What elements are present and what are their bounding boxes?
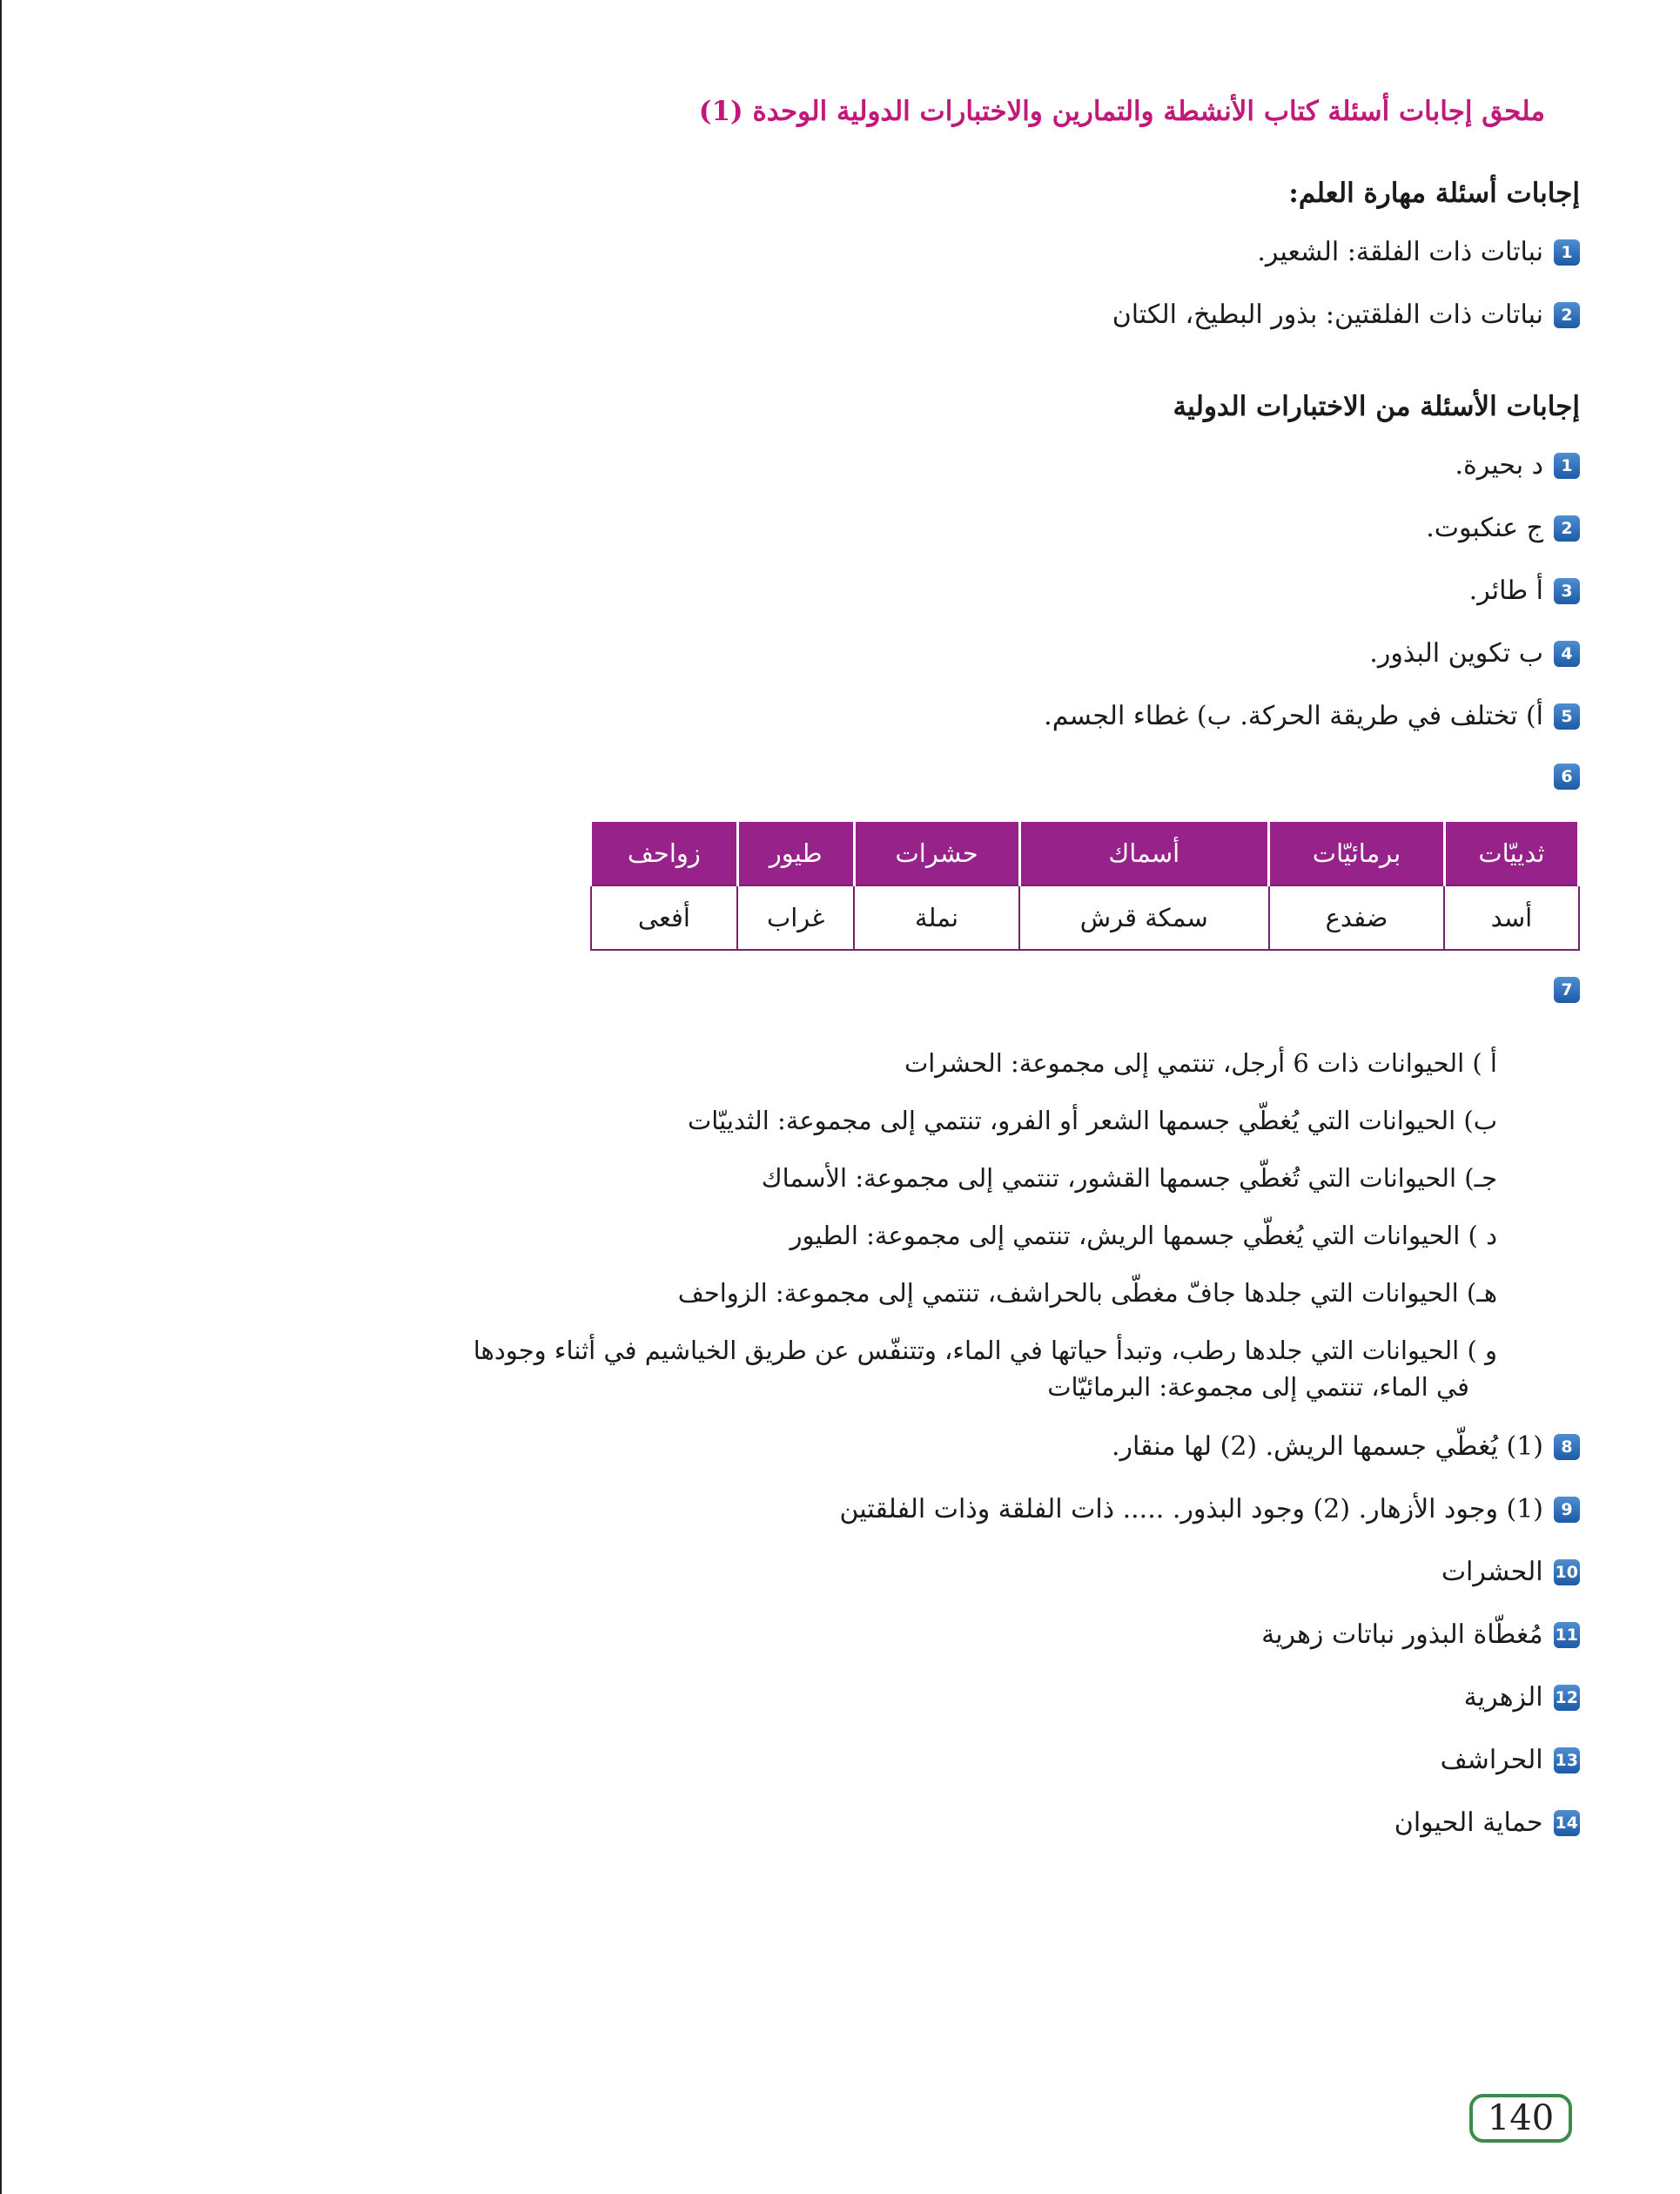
answer-item (361, 638, 1580, 669)
answer-appendix (361, 96, 1580, 1870)
table-header-row (591, 822, 1579, 885)
table-header-cell: زواحف (591, 822, 738, 885)
answer-text: نباتات ذات الفلقتين: بذور البطيخ، الكتان (1112, 299, 1543, 330)
answer-item (361, 299, 1580, 330)
answer-item (361, 1619, 1580, 1650)
question-number-badge: 11 (1554, 1622, 1580, 1648)
answer-item (361, 450, 1580, 481)
question-number-badge: 14 (1554, 1810, 1580, 1836)
section-heading-international-tests: إجابات الأسئلة من الاختبارات الدولية (1173, 391, 1580, 422)
sub-answer-text: هـ) الحيوانات التي جلدها جافّ مغطّى بالحراشف، تنتمي إلى مجموعة: الزواحف (677, 1278, 1497, 1309)
table-header-cell: برمائيّات (1269, 822, 1445, 885)
page-title: ملحق إجابات أسئلة كتاب الأنشطة والتمارين والاختبارات الدولية الوحدة (1) (698, 96, 1545, 127)
answer-text: ب تكوين البذور. (1369, 638, 1543, 669)
table-cell: سمكة قرش (1019, 885, 1269, 950)
answer-item (361, 1807, 1580, 1838)
answer-item (361, 1745, 1580, 1775)
answer-text: (1) وجود الأزهار. (2) وجود البذور. ..... ذات الفلقة وذات الفلقتين (839, 1494, 1543, 1525)
question-number-badge: 5 (1554, 703, 1580, 730)
sub-answer (361, 1160, 1497, 1196)
table-cell: غراب (737, 885, 854, 950)
answer-item (361, 237, 1580, 267)
animal-classification-table (589, 822, 1580, 951)
table-cell: أفعى (591, 885, 738, 950)
question-number-badge: 2 (1554, 302, 1580, 328)
answer-text: نباتات ذات الفلقة: الشعير. (1257, 237, 1543, 267)
table-header-cell: ثدييّات (1444, 822, 1578, 885)
answer-text: حماية الحيوان (1394, 1807, 1543, 1839)
answer-item (361, 1431, 1580, 1462)
question-number-badge: 4 (1554, 641, 1580, 667)
answer-text: الحشرات (1441, 1557, 1543, 1588)
sub-answer-text: أ ) الحيوانات ذات 6 أرجل، تنتمي إلى مجموعة: الحشرات (904, 1048, 1497, 1078)
table-header-cell: حشرات (854, 822, 1019, 885)
table-cell: ضفدع (1269, 885, 1445, 950)
sub-answer-text: د ) الحيوانات التي يُغطّي جسمها الريش، تنتمي إلى مجموعة: الطيور (790, 1221, 1497, 1251)
answer-item (361, 701, 1580, 731)
answer-item (361, 513, 1580, 543)
question-number-badge: 13 (1554, 1747, 1580, 1773)
answer-text: مُغطّاة البذور نباتات زهرية (1261, 1619, 1543, 1651)
answer-text: الزهرية (1463, 1682, 1543, 1713)
section-heading-science-skill: إجابات أسئلة مهارة العلم: (1288, 178, 1580, 209)
answer-text: د بحيرة. (1455, 450, 1543, 481)
answer-text: ج عنكبوت. (1426, 513, 1543, 543)
answer-item (361, 977, 1580, 1003)
answer-item (361, 1494, 1580, 1524)
question-number-badge: 3 (1554, 578, 1580, 604)
sub-answer (361, 1217, 1497, 1254)
sub-answer-text: و ) الحيوانات التي جلدها رطب، وتبدأ حياتها في الماء، وتتنفّس عن طريق الخياشيم في أثناء وجودها (473, 1336, 1497, 1366)
answer-item (361, 764, 1580, 790)
question-number-badge: 6 (1554, 764, 1580, 790)
table-header-cell: أسماك (1019, 822, 1269, 885)
question-number-badge: 10 (1554, 1559, 1580, 1585)
table-row (591, 885, 1579, 950)
sub-answer (361, 1332, 1497, 1405)
answer-item (361, 1557, 1580, 1587)
answer-item (361, 1682, 1580, 1713)
sub-answer-text: جـ) الحيوانات التي تُغطّي جسمها القشور، تنتمي إلى مجموعة: الأسماك (761, 1163, 1497, 1194)
table-cell: أسد (1444, 885, 1578, 950)
table-cell: نملة (854, 885, 1019, 950)
question-number-badge: 12 (1554, 1685, 1580, 1711)
answer-item (361, 575, 1580, 606)
question-number-badge: 1 (1554, 239, 1580, 266)
sub-answer-text: ب) الحيوانات التي يُغطّي جسمها الشعر أو الفرو، تنتمي إلى مجموعة: الثدييّات (688, 1106, 1497, 1136)
sub-answer-continuation: في الماء، تنتمي إلى مجموعة: البرمائيّات (1047, 1372, 1469, 1403)
table-header-cell: طيور (737, 822, 854, 885)
sub-answer (361, 1045, 1497, 1081)
question-number-badge: 8 (1554, 1434, 1580, 1460)
sub-answer (361, 1275, 1497, 1311)
question-number-badge: 1 (1554, 453, 1580, 479)
page-number: 140 (1469, 2094, 1572, 2143)
answer-text: أ طائر. (1468, 575, 1543, 606)
answer-text: (1) يُغطّي جسمها الريش. (2) لها منقار. (1111, 1431, 1543, 1463)
question-number-badge: 7 (1554, 977, 1580, 1003)
question-number-badge: 9 (1554, 1497, 1580, 1523)
page-edge-line (0, 0, 2, 2194)
answer-text: الحراشف (1440, 1745, 1543, 1776)
sub-answer (361, 1102, 1497, 1139)
question-number-badge: 2 (1554, 515, 1580, 542)
answer-text: أ) تختلف في طريقة الحركة. ب) غطاء الجسم. (1044, 701, 1543, 731)
